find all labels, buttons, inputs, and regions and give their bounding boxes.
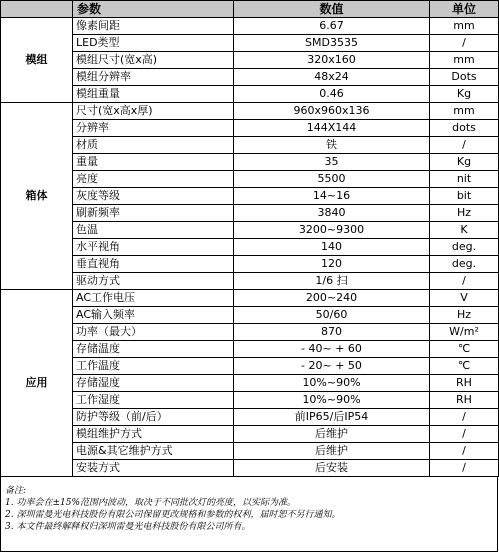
unit-cell: Kg <box>430 154 499 171</box>
value-cell: 后维护 <box>234 443 430 460</box>
unit-cell: / <box>430 409 499 426</box>
value-cell: 140 <box>234 239 430 256</box>
value-cell: 120 <box>234 256 430 273</box>
value-cell: 144X144 <box>234 120 430 137</box>
note-line-2: 2. 深圳雷曼光电科技股份有限公司保留更改规格和参数的权利，届时恕不另行通知。 <box>5 510 341 520</box>
unit-cell: mm <box>430 103 499 120</box>
param-cell: 灰度等级 <box>73 188 234 205</box>
value-cell: 5500 <box>234 171 430 188</box>
param-cell: 像素间距 <box>73 18 234 35</box>
table-row <box>1 290 499 307</box>
value-cell: - 40~ + 60 <box>234 341 430 358</box>
table-row <box>1 120 499 137</box>
group-label: 应用 <box>1 290 73 477</box>
param-cell: 工作温度 <box>73 358 234 375</box>
value-cell: 铁 <box>234 137 430 154</box>
param-cell: 亮度 <box>73 171 234 188</box>
table-row <box>1 154 499 171</box>
param-cell: AC工作电压 <box>73 290 234 307</box>
value-cell: 960x960x136 <box>234 103 430 120</box>
table-row <box>1 35 499 52</box>
param-cell: 刷新频率 <box>73 205 234 222</box>
value-cell: 320x160 <box>234 52 430 69</box>
param-cell: 水平视角 <box>73 239 234 256</box>
value-cell: 48x24 <box>234 69 430 86</box>
table-row <box>1 392 499 409</box>
param-cell: 模组重量 <box>73 86 234 103</box>
param-cell: 材质 <box>73 137 234 154</box>
unit-cell: RH <box>430 392 499 409</box>
value-cell: 后维护 <box>234 426 430 443</box>
param-cell: 模组分辨率 <box>73 69 234 86</box>
param-cell: 防护等级（前/后） <box>73 409 234 426</box>
unit-cell: mm <box>430 18 499 35</box>
param-cell: 模组尺寸(宽x高) <box>73 52 234 69</box>
unit-cell: / <box>430 426 499 443</box>
unit-cell: / <box>430 273 499 290</box>
unit-cell: Hz <box>430 205 499 222</box>
value-cell: 6.67 <box>234 18 430 35</box>
value-cell: - 20~ + 50 <box>234 358 430 375</box>
param-cell: LED类型 <box>73 35 234 52</box>
unit-cell: K <box>430 222 499 239</box>
unit-cell: ℃ <box>430 341 499 358</box>
param-cell: AC输入频率 <box>73 307 234 324</box>
table-row <box>1 307 499 324</box>
table-row <box>1 443 499 460</box>
table-row <box>1 86 499 103</box>
unit-cell: RH <box>430 375 499 392</box>
unit-cell: bit <box>430 188 499 205</box>
param-cell: 分辨率 <box>73 120 234 137</box>
table-row <box>1 375 499 392</box>
unit-cell: Hz <box>430 307 499 324</box>
table-row <box>1 171 499 188</box>
header-group <box>1 1 73 18</box>
header-unit: 单位 <box>430 1 499 18</box>
table-header-row <box>1 1 499 18</box>
table-row <box>1 137 499 154</box>
notes-section <box>0 477 498 552</box>
value-cell: 14~16 <box>234 188 430 205</box>
value-cell: 后安装 <box>234 460 430 477</box>
table-row <box>1 341 499 358</box>
unit-cell: deg. <box>430 256 499 273</box>
table-row <box>1 426 499 443</box>
unit-cell: / <box>430 137 499 154</box>
table-row <box>1 273 499 290</box>
value-cell: 10%~90% <box>234 392 430 409</box>
value-cell: 3840 <box>234 205 430 222</box>
group-label: 模组 <box>1 18 73 103</box>
param-cell: 电源&其它维护方式 <box>73 443 234 460</box>
param-cell: 工作湿度 <box>73 392 234 409</box>
table-row <box>1 460 499 477</box>
unit-cell: / <box>430 460 499 477</box>
param-cell: 重量 <box>73 154 234 171</box>
value-cell: 0.46 <box>234 86 430 103</box>
param-cell: 安装方式 <box>73 460 234 477</box>
param-cell: 色温 <box>73 222 234 239</box>
value-cell: 870 <box>234 324 430 341</box>
param-cell: 存储湿度 <box>73 375 234 392</box>
table-row <box>1 69 499 86</box>
param-cell: 模组维护方式 <box>73 426 234 443</box>
unit-cell: V <box>430 290 499 307</box>
param-cell: 驱动方式 <box>73 273 234 290</box>
param-cell: 尺寸(宽x高x厚) <box>73 103 234 120</box>
table-row <box>1 205 499 222</box>
table-row <box>1 222 499 239</box>
unit-cell: W/m² <box>430 324 499 341</box>
unit-cell: mm <box>430 52 499 69</box>
table-row <box>1 409 499 426</box>
unit-cell: dots <box>430 120 499 137</box>
table-row <box>1 18 499 35</box>
note-line-1: 1. 功率会在±15%范围内波动，取决于不同批次灯的亮度，以实际为准。 <box>5 498 296 508</box>
table-row <box>1 256 499 273</box>
value-cell: 200~240 <box>234 290 430 307</box>
table-row <box>1 188 499 205</box>
unit-cell: deg. <box>430 239 499 256</box>
value-cell: 3200~9300 <box>234 222 430 239</box>
unit-cell: / <box>430 35 499 52</box>
unit-cell: / <box>430 443 499 460</box>
table-row <box>1 324 499 341</box>
unit-cell: nit <box>430 171 499 188</box>
table-row <box>1 52 499 69</box>
notes-title: 备注: <box>5 486 27 496</box>
value-cell: 50/60 <box>234 307 430 324</box>
value-cell: 1/6 扫 <box>234 273 430 290</box>
unit-cell: ℃ <box>430 358 499 375</box>
header-value: 数值 <box>234 1 430 18</box>
table-row <box>1 358 499 375</box>
unit-cell: Dots <box>430 69 499 86</box>
value-cell: 35 <box>234 154 430 171</box>
value-cell: 10%~90% <box>234 375 430 392</box>
param-cell: 存储温度 <box>73 341 234 358</box>
value-cell: 前IP65/后IP54 <box>234 409 430 426</box>
header-param: 参数 <box>73 1 234 18</box>
note-line-3: 3. 本文件最终解释权归深圳雷曼光电科技股份有限公司所有。 <box>5 522 251 532</box>
group-label: 箱体 <box>1 103 73 290</box>
unit-cell: Kg <box>430 86 499 103</box>
table-row <box>1 103 499 120</box>
table-row <box>1 239 499 256</box>
param-cell: 功率（最大） <box>73 324 234 341</box>
param-cell: 垂直视角 <box>73 256 234 273</box>
value-cell: SMD3535 <box>234 35 430 52</box>
table-body <box>1 18 499 477</box>
